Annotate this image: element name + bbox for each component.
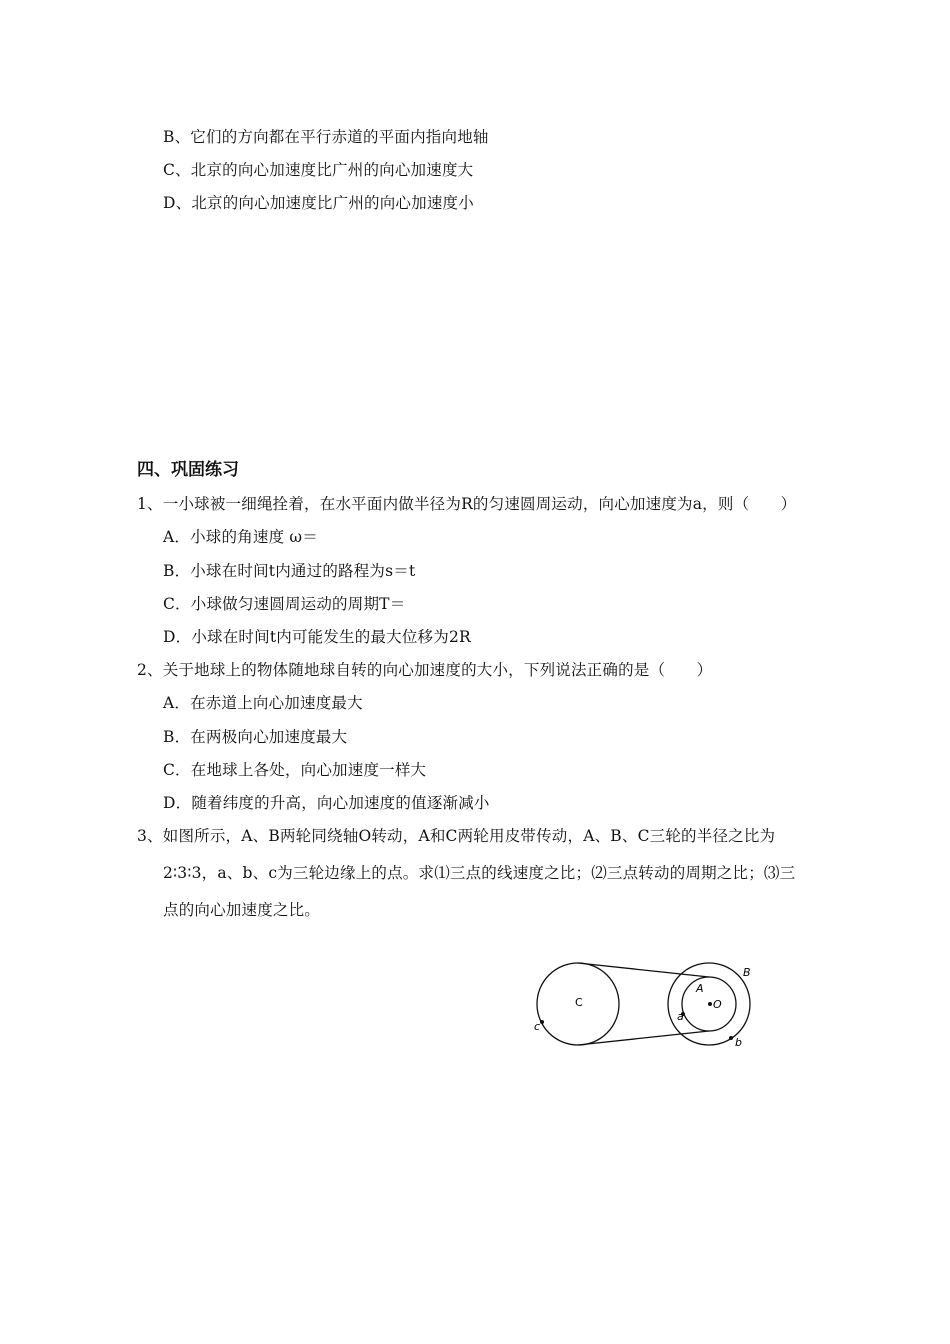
question-3-line-2: 2∶3∶3，a、b、c为三轮边缘上的点。求⑴三点的线速度之比；⑵三点转动的周期之比；⑶三 bbox=[163, 864, 796, 882]
belt-drive-figure bbox=[520, 950, 780, 1060]
prev-option-c: C、北京的向心加速度比广州的向心加速度大 bbox=[163, 161, 474, 179]
point-b bbox=[729, 1036, 733, 1040]
prev-option-d: D、北京的向心加速度比广州的向心加速度小 bbox=[163, 194, 474, 212]
label-c-wheel: C bbox=[575, 996, 583, 1009]
label-c-point: c bbox=[534, 1020, 541, 1033]
label-o-axis: O bbox=[713, 998, 722, 1011]
belt-top bbox=[578, 963, 709, 977]
question-2-option-a: A．在赤道上向心加速度最大 bbox=[163, 694, 363, 712]
question-1-option-d: D．小球在时间t内可能发生的最大位移为2R bbox=[163, 628, 471, 646]
question-1-stem: 1、一小球被一细绳拴着，在水平面内做半径为R的匀速圆周运动，向心加速度为a，则（ ） bbox=[137, 495, 797, 513]
question-3-line-1: 3、如图所示，A、B两轮同绕轴O转动，A和C两轮用皮带传动，A、B、C三轮的半径之比为 bbox=[137, 827, 776, 845]
question-1-option-b: B．小球在时间t内通过的路程为s＝t bbox=[163, 562, 416, 580]
label-a-wheel: A bbox=[696, 982, 704, 995]
question-3-line-3: 点的向心加速度之比。 bbox=[163, 901, 321, 919]
question-1-option-a: A．小球的角速度 ω＝ bbox=[163, 528, 318, 546]
label-a-point: a bbox=[677, 1010, 684, 1023]
question-2-option-c: C．在地球上各处，向心加速度一样大 bbox=[163, 761, 427, 779]
question-1-option-c: C．小球做匀速圆周运动的周期T＝ bbox=[163, 595, 406, 613]
belt-bottom bbox=[578, 1031, 709, 1045]
question-2-option-b: B．在两极向心加速度最大 bbox=[163, 728, 348, 746]
question-2-option-d: D．随着纬度的升高，向心加速度的值逐渐减小 bbox=[163, 794, 490, 812]
label-b-wheel: B bbox=[743, 966, 751, 979]
question-2-stem: 2、关于地球上的物体随地球自转的向心加速度的大小，下列说法正确的是（ ） bbox=[137, 661, 713, 679]
point-c bbox=[540, 1020, 544, 1024]
prev-option-b: B、它们的方向都在平行赤道的平面内指向地轴 bbox=[163, 128, 489, 146]
section-title: 四、巩固练习 bbox=[137, 460, 239, 480]
label-b-point: b bbox=[735, 1036, 742, 1049]
point-o bbox=[708, 1002, 712, 1006]
